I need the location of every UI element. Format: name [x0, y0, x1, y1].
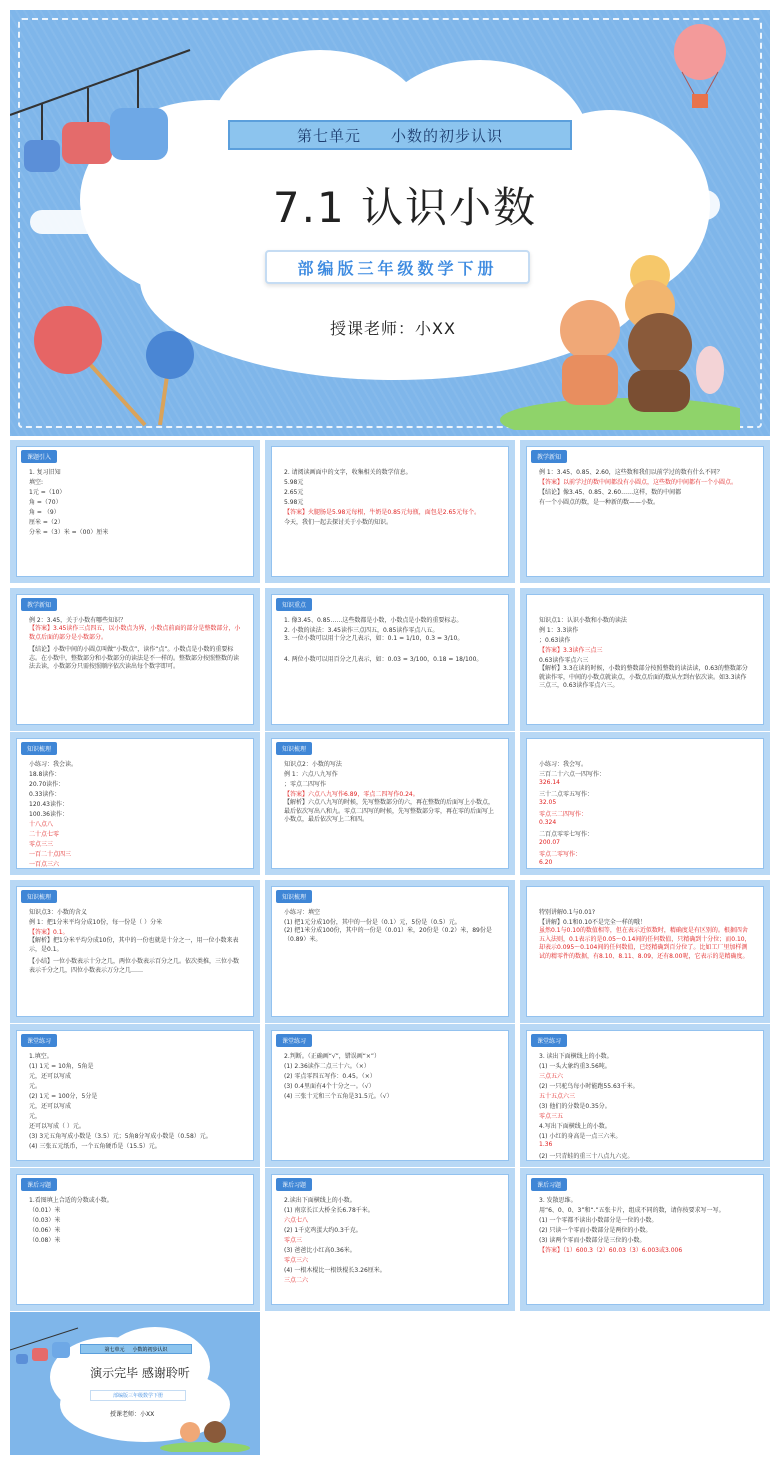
slide-content: [16, 738, 254, 869]
slide-text-line: (2) 一只驼鸟每小时能跑55.63千米。: [539, 1083, 639, 1090]
slide-content: [526, 738, 764, 869]
slide-text-line: 三百二十六点一四写作：: [539, 771, 606, 778]
slide-text-line: 元，还可以写成: [29, 1073, 72, 1080]
slide-content: [271, 886, 509, 1017]
slide-text-line: 角 =（70）: [29, 499, 62, 506]
slide-text-line: 18.8读作：: [29, 771, 61, 778]
slide-text-line: 零点二零写作：: [539, 851, 582, 858]
slide-thumbnail[interactable]: [10, 1024, 260, 1167]
slide-text-line: 0.33读作：: [29, 791, 61, 798]
slide-text-line: 【结论】小数中间的小圆点叫做“小数点”，读作“点”。小数点是小数的重要标志。在小数中，整数部分和小数部分的读法是不一样的。整数部分按照整数的读法去读，小数部分只需按照顺序依次读出每个数字即可。: [29, 646, 240, 671]
slide-text-line: 知识点3：小数的含义: [29, 909, 87, 916]
slide-content: [16, 594, 254, 725]
slide-section-tag: 知识梳理: [21, 890, 57, 903]
slide-text-line: 5.98元: [284, 499, 304, 506]
slide-text-line: 知识点1：认识小数和小数的读法: [539, 617, 627, 624]
slide-text-line: (3) 他们的分数是0.35分。: [539, 1103, 611, 1110]
slide-section-tag: 知识重点: [276, 598, 312, 611]
slide-text-line: 虽然0.1与0.10的数值相等，但在表示近似数时，精确度是有区别的。根据四舍五入法则，0.1表示的是0.05～0.14间的任何数值，只精确到十分位；而0.10，却表示0.095～0.104间的任何数值，已经精确到百分位了。比如工厂里加样测试的精零件的数据，有8.10、8.11、8.09，还有8.00呢，它表示的是精确度。: [539, 927, 751, 961]
slide-thumbnail[interactable]: [10, 440, 260, 583]
slide-text-line: 零点三三: [29, 841, 54, 848]
slide-thumbnail[interactable]: [265, 732, 515, 875]
cable-car-icon: [10, 30, 210, 180]
slide-thumbnail[interactable]: [10, 880, 260, 1023]
slide-text-line: 【答案】以前学过的数中间都没有小圆点，这些数的中间都有一个小圆点。: [539, 479, 738, 486]
slide-text-line: 【讲解】0.1和0.10不是完全一样的哦！: [539, 919, 646, 926]
slide-text-line: 一百点三六: [29, 861, 60, 868]
slide-content: [271, 1030, 509, 1161]
slide-text-line: 小练习：填空: [284, 909, 321, 916]
slide-thumbnail[interactable]: [265, 1024, 515, 1167]
slide-content: [526, 886, 764, 1017]
slide-text-line: 例 1：六点八九写作: [284, 771, 338, 778]
slide-thumbnail[interactable]: [265, 880, 515, 1023]
slide-text-line: 4. 两位小数可以用百分之几表示，如：0.03 = 3/100，0.18 = 18/100。: [284, 656, 483, 663]
slide-text-line: (2) 零点零四五写作：0.45。（×）: [284, 1073, 376, 1080]
slide-thumbnail[interactable]: [520, 588, 770, 731]
slide-text-line: (3) 爸爸比小红高0.36米。: [284, 1247, 356, 1254]
slide-text-line: (1) 1元 = 10角，5角是: [29, 1063, 94, 1070]
children-bear-illustration: [500, 250, 740, 430]
hot-air-balloon-icon: [670, 22, 730, 122]
slide-text-line: 【解析】3.3在读的时候，小数的整数部分按照整数的读法读，0.63的整数部分就读作零，中间的小数点就读点，小数点后面的数从左到右依次读。如3.3读作三点三，0.63读作零点六三。: [539, 665, 748, 690]
slide-text-line: (2) 1千克鸡蛋大约0.3千克。: [284, 1227, 362, 1234]
slide-section-tag: 知识梳理: [21, 742, 57, 755]
slide-text-line: 元。: [29, 1083, 42, 1090]
slide-text-line: (2) 只读一个零而小数部分是两位的小数。: [539, 1227, 652, 1234]
slide-thumbnail[interactable]: [10, 588, 260, 731]
slide-text-line: 二百点零零七写作：: [539, 831, 594, 838]
slide-text-line: 【解析】把1分米平均分成10份，其中的一份也就是十分之一，用一位小数来表示，是0.1。: [29, 937, 239, 953]
slide-thumbnail[interactable]: [520, 1168, 770, 1311]
slide-text-line: (1) 南京长江大桥全长6.78千米。: [284, 1207, 374, 1214]
slide-text-line: 零点三六: [284, 1257, 309, 1264]
slide-text-line: 3. 发散思维。: [539, 1197, 577, 1204]
slide-text-line: 3. 一位小数可以用十分之几表示，如：0.1 = 1/10，0.3 = 3/10。: [284, 635, 464, 642]
slide-content: [526, 1030, 764, 1161]
slide-text-line: （0.01）米: [29, 1207, 61, 1214]
slide-text-line: (2) 1元 = 100分，5分是: [29, 1093, 98, 1100]
slide-text-line: (1) 把1元分成10份，其中的一份是（0.1）元，5份是（0.5）元。: [284, 919, 461, 926]
slide-text-line: 厘米 =（2）: [29, 519, 64, 526]
slide-text-line: (1) 小红的身高是一点三六米。: [539, 1133, 622, 1140]
slide-text-line: (1) 一头大象约重3.56吨。: [539, 1063, 611, 1070]
slide-text-line: 今天，我们一起去探讨关于小数的知识。: [284, 519, 393, 526]
slide-text-line: 【答案】火腿肠是5.98元每根，牛奶是0.85元每瓶，面包是2.65元每个。: [284, 509, 481, 516]
end-unit-bar: [80, 1344, 192, 1354]
slide-text-line: （0.03）米: [29, 1217, 61, 1224]
slide-text-line: (4) 一根木棍比一根铁棍长3.26厘米。: [284, 1267, 386, 1274]
slide-text-line: 1. 复习旧知: [29, 469, 61, 476]
slide-text-line: 4.写出下面横线上的小数。: [539, 1123, 611, 1130]
slide-text-line: 小练习：我会写。: [539, 761, 588, 768]
slide-text-line: 1.填空。: [29, 1053, 53, 1060]
slide-thumbnail[interactable]: [520, 440, 770, 583]
slide-text-line: 2.65元: [284, 489, 304, 496]
end-edition: 部编版三年级数学下册: [90, 1390, 186, 1401]
slide-content: [16, 1174, 254, 1305]
children-bear-illustration: [160, 1412, 250, 1452]
slide-text-line: 六点七八: [284, 1217, 309, 1224]
slide-text-line: (1) 一个零都不读出小数部分是一位的小数。: [539, 1217, 658, 1224]
slide-text-line: 32.05: [539, 799, 557, 806]
slide-text-line: 2. 小数的读法：3.45读作三点四五，0.85读作零点八五。: [284, 627, 439, 634]
slide-text-line: 【结论】像3.45、0.85、2.60……这样，数的中间都: [539, 489, 682, 496]
slide-content: [526, 1174, 764, 1305]
slide-content: [16, 446, 254, 577]
teacher-name: 授课老师：小XX: [330, 319, 456, 338]
slide-text-line: 用“6、0、0、3”和“.”五张卡片，组成不同的数，请你按要求写一写。: [539, 1207, 725, 1214]
slide-text-line: (3) 读两个零而小数部分是三位的小数。: [539, 1237, 646, 1244]
slide-text-line: 三十二点零五写作：: [539, 791, 594, 798]
slide-text-line: 特别讲解0.1与0.01?: [539, 909, 596, 916]
slide-text-line: 0.324: [539, 819, 557, 826]
slide-section-tag: 课堂练习: [21, 1034, 57, 1047]
slide-text-line: 小练习：我会读。: [29, 761, 78, 768]
slide-text-line: 1元 =（10）: [29, 489, 66, 496]
slide-section-tag: 课题引入: [21, 450, 57, 463]
cable-car-icon: [10, 1322, 80, 1372]
slide-thumbnail[interactable]: [520, 880, 770, 1023]
slide-content: [271, 738, 509, 869]
slide-content: [16, 1030, 254, 1161]
slide-section-tag: 知识梳理: [276, 890, 312, 903]
slide-text-line: 【答案】3.45读作三点四五，以小数点为界，小数点前面的部分是整数部分，小数点后面的部分是小数部分。: [29, 625, 241, 641]
slide-text-line: 3. 读出下面横线上的小数。: [539, 1053, 613, 1060]
slide-text-line: (2) 把1米分成100份，其中的一份是（0.01）米，20份是（0.2）米，89份是（0.89）米。: [284, 927, 492, 943]
slide-text-line: 120.43读作：: [29, 801, 68, 808]
slide-content: [271, 1174, 509, 1305]
slide-text-line: 1.36: [539, 1141, 553, 1148]
slide-text-line: 零点三: [284, 1237, 303, 1244]
end-message: 演示完毕 感谢聆听: [90, 1366, 190, 1380]
slide-text-line: 三点五六: [539, 1073, 564, 1080]
slide-text-line: ；零点二四写作: [284, 781, 327, 788]
slide-text-line: 【答案】0.1。: [29, 929, 69, 936]
slide-text-line: 还可以写成（ ）元。: [29, 1123, 85, 1130]
slide-content: [526, 446, 764, 577]
slide-section-tag: 课堂练习: [531, 1034, 567, 1047]
slide-content: [271, 446, 509, 577]
slide-text-line: 三点二六: [284, 1277, 309, 1284]
slide-text-line: (3) 0.4里面有4个十分之一。（√）: [284, 1083, 375, 1090]
slide-text-line: 6.20: [539, 859, 553, 866]
slide-text-line: 角 = （9）: [29, 509, 60, 516]
slide-content: [271, 594, 509, 725]
slide-thumbnail[interactable]: [265, 440, 515, 583]
slide-text-line: 有一个小圆点的数，是一种新的数——小数。: [539, 499, 660, 506]
slide-section-tag: 教学新知: [21, 598, 57, 611]
slide-text-line: 一百二十点四三: [29, 851, 72, 858]
slide-text-line: 1. 像3.45、0.85……这些数都是小数，小数点是小数的重要标志。: [284, 617, 463, 624]
slide-text-line: 【小结】一位小数表示十分之几，两位小数表示百分之几。依次类推，三位小数表示千分之几，四位小数表示万分之几……: [29, 958, 240, 974]
slide-text-line: 5.98元: [284, 479, 304, 486]
slide-text-line: 分米 =（3）米 =（00）厘米: [29, 529, 109, 536]
slide-section-tag: 课后习题: [531, 1178, 567, 1191]
slide-text-line: (4) 三张五元纸币，一个五角硬币是（15.5）元。: [29, 1143, 161, 1150]
slide-section-tag: 知识梳理: [276, 742, 312, 755]
slide-text-line: (4) 三张十元和三个五角是31.5元。（√）: [284, 1093, 393, 1100]
slide-text-line: (3) 3元五角写成小数是（3.5）元；5角8分写成小数是（0.58）元。: [29, 1133, 212, 1140]
slide-text-line: 二十点七零: [29, 831, 60, 838]
slide-text-line: 元，: [29, 1113, 42, 1120]
edition-label: 部编版三年级数学下册: [265, 250, 530, 284]
slide-text-line: 五十五点六三: [539, 1093, 576, 1100]
slide-text-line: 元，还可以写成: [29, 1103, 72, 1110]
slide-thumbnail[interactable]: [10, 1168, 260, 1311]
slide-text-line: 2.判断。（正确画“√”，错误画“×”）: [284, 1053, 381, 1060]
slide-content: [16, 886, 254, 1017]
lollipop-icon: [20, 300, 220, 430]
slide-text-line: 0.63读作零点六三: [539, 657, 589, 664]
slide-text-line: （0.06）米: [29, 1227, 61, 1234]
cover-slide: [10, 10, 770, 436]
slide-text-line: 【解析】六点八九写的时候，先写整数部分的六，再在整数的后面写上小数点，最后依次写出八和九。零点二四写的时候，先写整数部分零，再在零的后面写上小数点，最后依次写上二和四。: [284, 799, 495, 824]
slide-text-line: ；0.63读作: [539, 637, 571, 644]
slide-thumbnail[interactable]: [520, 1024, 770, 1167]
slide-text-line: 例 2：3.45，关于小数有哪些知识？: [29, 617, 127, 624]
slide-text-line: (2) 一只青蛙的重三十八点九六克。: [539, 1153, 634, 1160]
slide-text-line: 零点三五: [539, 1113, 564, 1120]
slide-text-line: 例 1：3.3读作: [539, 627, 579, 634]
slide-section-tag: 教学新知: [531, 450, 567, 463]
slide-text-line: 例 1：3.45、0.85、2.60，这些数和我们以前学过的数有什么不同？: [539, 469, 723, 476]
end-unit-topic: 小数的初步认识: [132, 1346, 168, 1353]
slide-text-line: 【答案】（1）600.3（2）60.03（3）6.003或3.006: [539, 1247, 683, 1254]
slide-text-line: 20.70读作：: [29, 781, 65, 788]
slide-text-line: 326.14: [539, 779, 560, 786]
unit-title-bar: [228, 120, 572, 150]
slide-section-tag: 课后习题: [276, 1178, 312, 1191]
slide-text-line: 【答案】六点八九写作6.89，零点二四写作0.24。: [284, 791, 419, 798]
slide-text-line: 100.36读作：: [29, 811, 68, 818]
slide-text-line: 例 1：把1分米平均分成10份，每一份是（ ）分米: [29, 919, 163, 926]
slide-text-line: 填空:: [29, 479, 44, 486]
slide-text-line: 200.07: [539, 839, 560, 846]
slide-content: [526, 594, 764, 725]
slide-text-line: 2. 请阅读画面中的文字，收集相关的数学信息。: [284, 469, 412, 476]
lesson-title: 7.1 认识小数: [272, 183, 538, 232]
slide-text-line: 2.读出下面横线上的小数。: [284, 1197, 356, 1204]
unit-topic: 小数的初步认识: [391, 126, 504, 145]
slide-thumbnail[interactable]: [520, 732, 770, 875]
unit-label: 第七单元: [296, 126, 361, 145]
slide-text-line: 【答案】3.3读作三点三: [539, 647, 603, 654]
slide-text-line: 1.看图填上合适的分数或小数。: [29, 1197, 113, 1204]
slide-text-line: 十八点八: [29, 821, 54, 828]
end-teacher: 授课老师：小XX: [110, 1411, 155, 1418]
slide-text-line: （0.08）米: [29, 1237, 61, 1244]
slide-text-line: 知识点2：小数的写法: [284, 761, 342, 768]
end-unit-label: 第七单元: [104, 1346, 125, 1353]
slide-section-tag: 课堂练习: [276, 1034, 312, 1047]
slide-text-line: (1) 2.36读作二点三十六。（×）: [284, 1063, 370, 1070]
slide-thumbnail[interactable]: [265, 588, 515, 731]
slide-thumbnail[interactable]: [10, 732, 260, 875]
end-slide: [10, 1312, 260, 1455]
slide-section-tag: 课后习题: [21, 1178, 57, 1191]
slide-thumbnail[interactable]: [265, 1168, 515, 1311]
slide-text-line: 零点三二四写作：: [539, 811, 588, 818]
